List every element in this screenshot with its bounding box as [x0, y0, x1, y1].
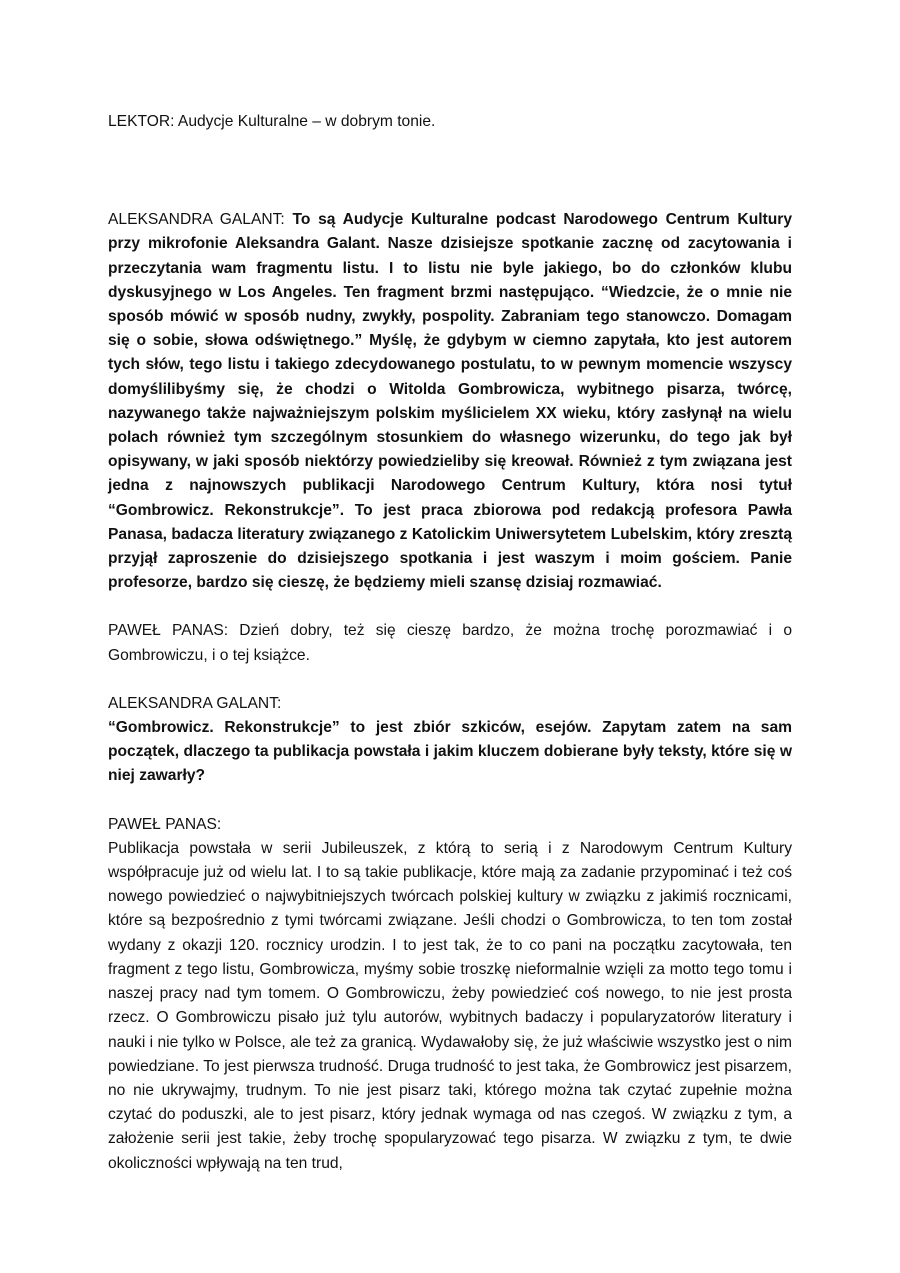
speaker-label: LEKTOR: — [108, 113, 175, 130]
utterance-text: Audycje Kulturalne – w dobrym tonie. — [174, 113, 436, 130]
utterance-text: “Gombrowicz. Rekonstrukcje” to jest zbiór szkiców, esejów. Zapytam zatem na sam początek, dlaczego ta publikacja powstała i jakim kluczem dobierane były teksty, które się w niej zawarły? — [108, 719, 792, 785]
panas-answer-block — [108, 813, 792, 1176]
galant-intro-paragraph — [108, 208, 792, 595]
speaker-label: PAWEŁ PANAS: — [108, 815, 222, 833]
galant-question-block — [108, 692, 792, 789]
spacer — [108, 668, 792, 692]
panas-greeting-paragraph — [108, 619, 792, 667]
speaker-label: PAWEŁ PANAS: — [108, 622, 229, 640]
spacer — [108, 789, 792, 813]
spacer — [108, 595, 792, 619]
speaker-label: ALEKSANDRA GALANT: — [108, 211, 285, 229]
utterance-text: Publikacja powstała w serii Jubileuszek, z którą to serią i z Narodowym Centrum Kultury współpracuje już od wielu lat. I to są takie publikacje, które mają za zadanie przypominać i też coś nowego powiedzieć o najwybitniejszych twórcach polskiej kultury w związku z jakimiś rocznicami, które są bezpośrednio z tymi twórcami związane. Jeśli chodzi o Gombrowicza, to ten tom został wydany z okazji 120. rocznicy urodzin. I to jest tak, że to co pani na początku zacytowała, ten fragment z tego listu, Gombrowicza, myśmy sobie troszkę nieformalnie wzięli za motto tego tomu i naszej pracy nad tym tomem. O Gombrowiczu, żeby powiedzieć coś nowego, to nie jest prosta rzecz. O Gombrowiczu pisało już tylu autorów, wybitnych badaczy i popularyzatorów literatury i nauki i nie tylko w Polsce, ale też za granicą. Wydawałoby się, że już właściwie wszystko jest o nim powiedziane. To jest pierwsza trudność. Druga trudność to jest taka, że Gombrowicz jest pisarzem, no nie ukrywajmy, trudnym. To nie jest pisarz taki, którego można tak czytać zupełnie można czytać do poduszki, ale to jest pisarz, który jednak wymaga od nas czegoś. W związku z tym, a założenie serii jest takie, żeby trochę spopularyzować tego pisarza. W związku z tym, te dwie okoliczności wpływają na ten trud, — [108, 839, 792, 1172]
utterance-text: To są Audycje Kulturalne podcast Narodowego Centrum Kultury przy mikrofonie Aleksandra Galant. Nasze dzisiejsze spotkanie zacznę od zacytowania i przeczytania wam fragmentu listu. I to listu nie byle jakiego, bo do członków klubu dyskusyjnego w Los Angeles. Ten fragment brzmi następująco. “Wiedzcie, że o mnie nie sposób mówić w sposób nudny, zwykły, pospolity. Zabraniam tego stanowczo. Domagam się o sobie, słowa odświętnego.” Myślę, że gdybym w ciemno zapytała, kto jest autorem tych słów, tego listu i takiego zdecydowanego postulatu, to w pewnym momencie wszyscy domyślilibyśmy się, że chodzi o Witolda Gombrowicza, wybitnego pisarza, twórcę, nazywanego także najważniejszym polskim myślicielem XX wieku, który zasłynął na wielu polach również tym szczególnym stosunkiem do własnego wizerunku, do tego jak był opisywany, w jaki sposób niektórzy powiedzieliby się kreował. Również z tym związana jest jedna z najnowszych publikacji Narodowego Centrum Kultury, która nosi tytuł “Gombrowicz. Rekonstrukcje”. To jest praca zbiorowa pod redakcją profesora Pawła Panasa, badacza literatury związanego z Katolickim Uniwersytetem Lubelskim, który zresztą przyjął zaproszenie do dzisiejszego spotkania i jest waszym i moim gościem. Panie profesorze, bardzo się cieszę, że będziemy mieli szansę dzisiaj rozmawiać. — [108, 211, 793, 592]
lektor-paragraph — [108, 110, 792, 134]
spacer — [108, 134, 792, 208]
transcript-page — [108, 110, 792, 1176]
utterance-text: Dzień dobry, też się cieszę bardzo, że można trochę porozmawiać i o Gombrowiczu, i o tej książce. — [108, 622, 792, 664]
speaker-label: ALEKSANDRA GALANT: — [108, 694, 282, 712]
